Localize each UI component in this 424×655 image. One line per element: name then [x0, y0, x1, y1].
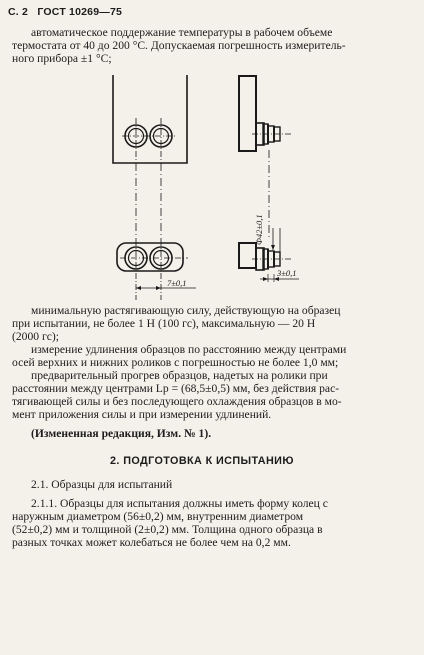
- clause-2-1-1-line-1: 2.1.1. Образцы для испытания должны иметь форму колец с: [31, 497, 328, 510]
- dim-diameter-label: Ф42±0,1: [254, 214, 264, 245]
- item-2-line-1: измерение удлинения образцов по расстоянию между центрами: [31, 343, 347, 356]
- item-3-line-3: тягивающей силы и без последующего охлаждения образцов в мо-: [12, 395, 342, 408]
- clause-2-1-1-line-3: (52±0,2) мм и толщиной (2±0,2) мм. Толщина одного образца в: [12, 523, 323, 536]
- clause-2-1-1-line-4: разных точках может колебаться не более чем на 0,2 мм.: [12, 536, 291, 549]
- item-1-line-1: минимальную растягивающую силу, действующую на образец: [31, 304, 341, 317]
- page-number: С. 2: [8, 6, 29, 18]
- test-fixture-figure: [0, 0, 424, 300]
- standard-number: ГОСТ 10269—75: [37, 6, 123, 18]
- intro-line-1: автоматическое поддержание температуры в рабочем объеме: [31, 26, 333, 39]
- item-2-line-2: осей верхних и нижних роликов с погрешностью не более 1,0 мм;: [12, 356, 339, 369]
- item-1-line-3: (2000 гс);: [12, 330, 59, 343]
- clause-2-1-1-line-2: наружным диаметром (56±0,2) мм, внутренним диаметром: [12, 510, 304, 523]
- dim-spacing-label: 7±0,1: [167, 278, 187, 288]
- item-3-line-2: расстоянии между центрами Lр = (68,5±0,5) мм, без действия рас-: [12, 382, 340, 395]
- clause-2-1: 2.1. Образцы для испытаний: [31, 478, 173, 491]
- dim-thickness-label: 3±0,1: [277, 268, 297, 278]
- section-heading: 2. ПОДГОТОВКА К ИСПЫТАНИЮ: [110, 455, 294, 467]
- item-3-line-1: предварительный прогрев образцов, надетых на ролики при: [31, 369, 328, 382]
- revision-note: (Измененная редакция, Изм. № 1).: [31, 427, 212, 440]
- intro-line-3: ного прибора ±1 °С;: [12, 52, 112, 65]
- item-1-line-2: при испытании, не более 1 Н (100 гс), максимальную — 20 Н: [12, 317, 316, 330]
- item-3-line-4: мент приложения силы и при измерении удлинений.: [12, 408, 272, 421]
- intro-line-2: термостата от 40 до 200 °С. Допускаемая погрешность измеритель-: [12, 39, 346, 52]
